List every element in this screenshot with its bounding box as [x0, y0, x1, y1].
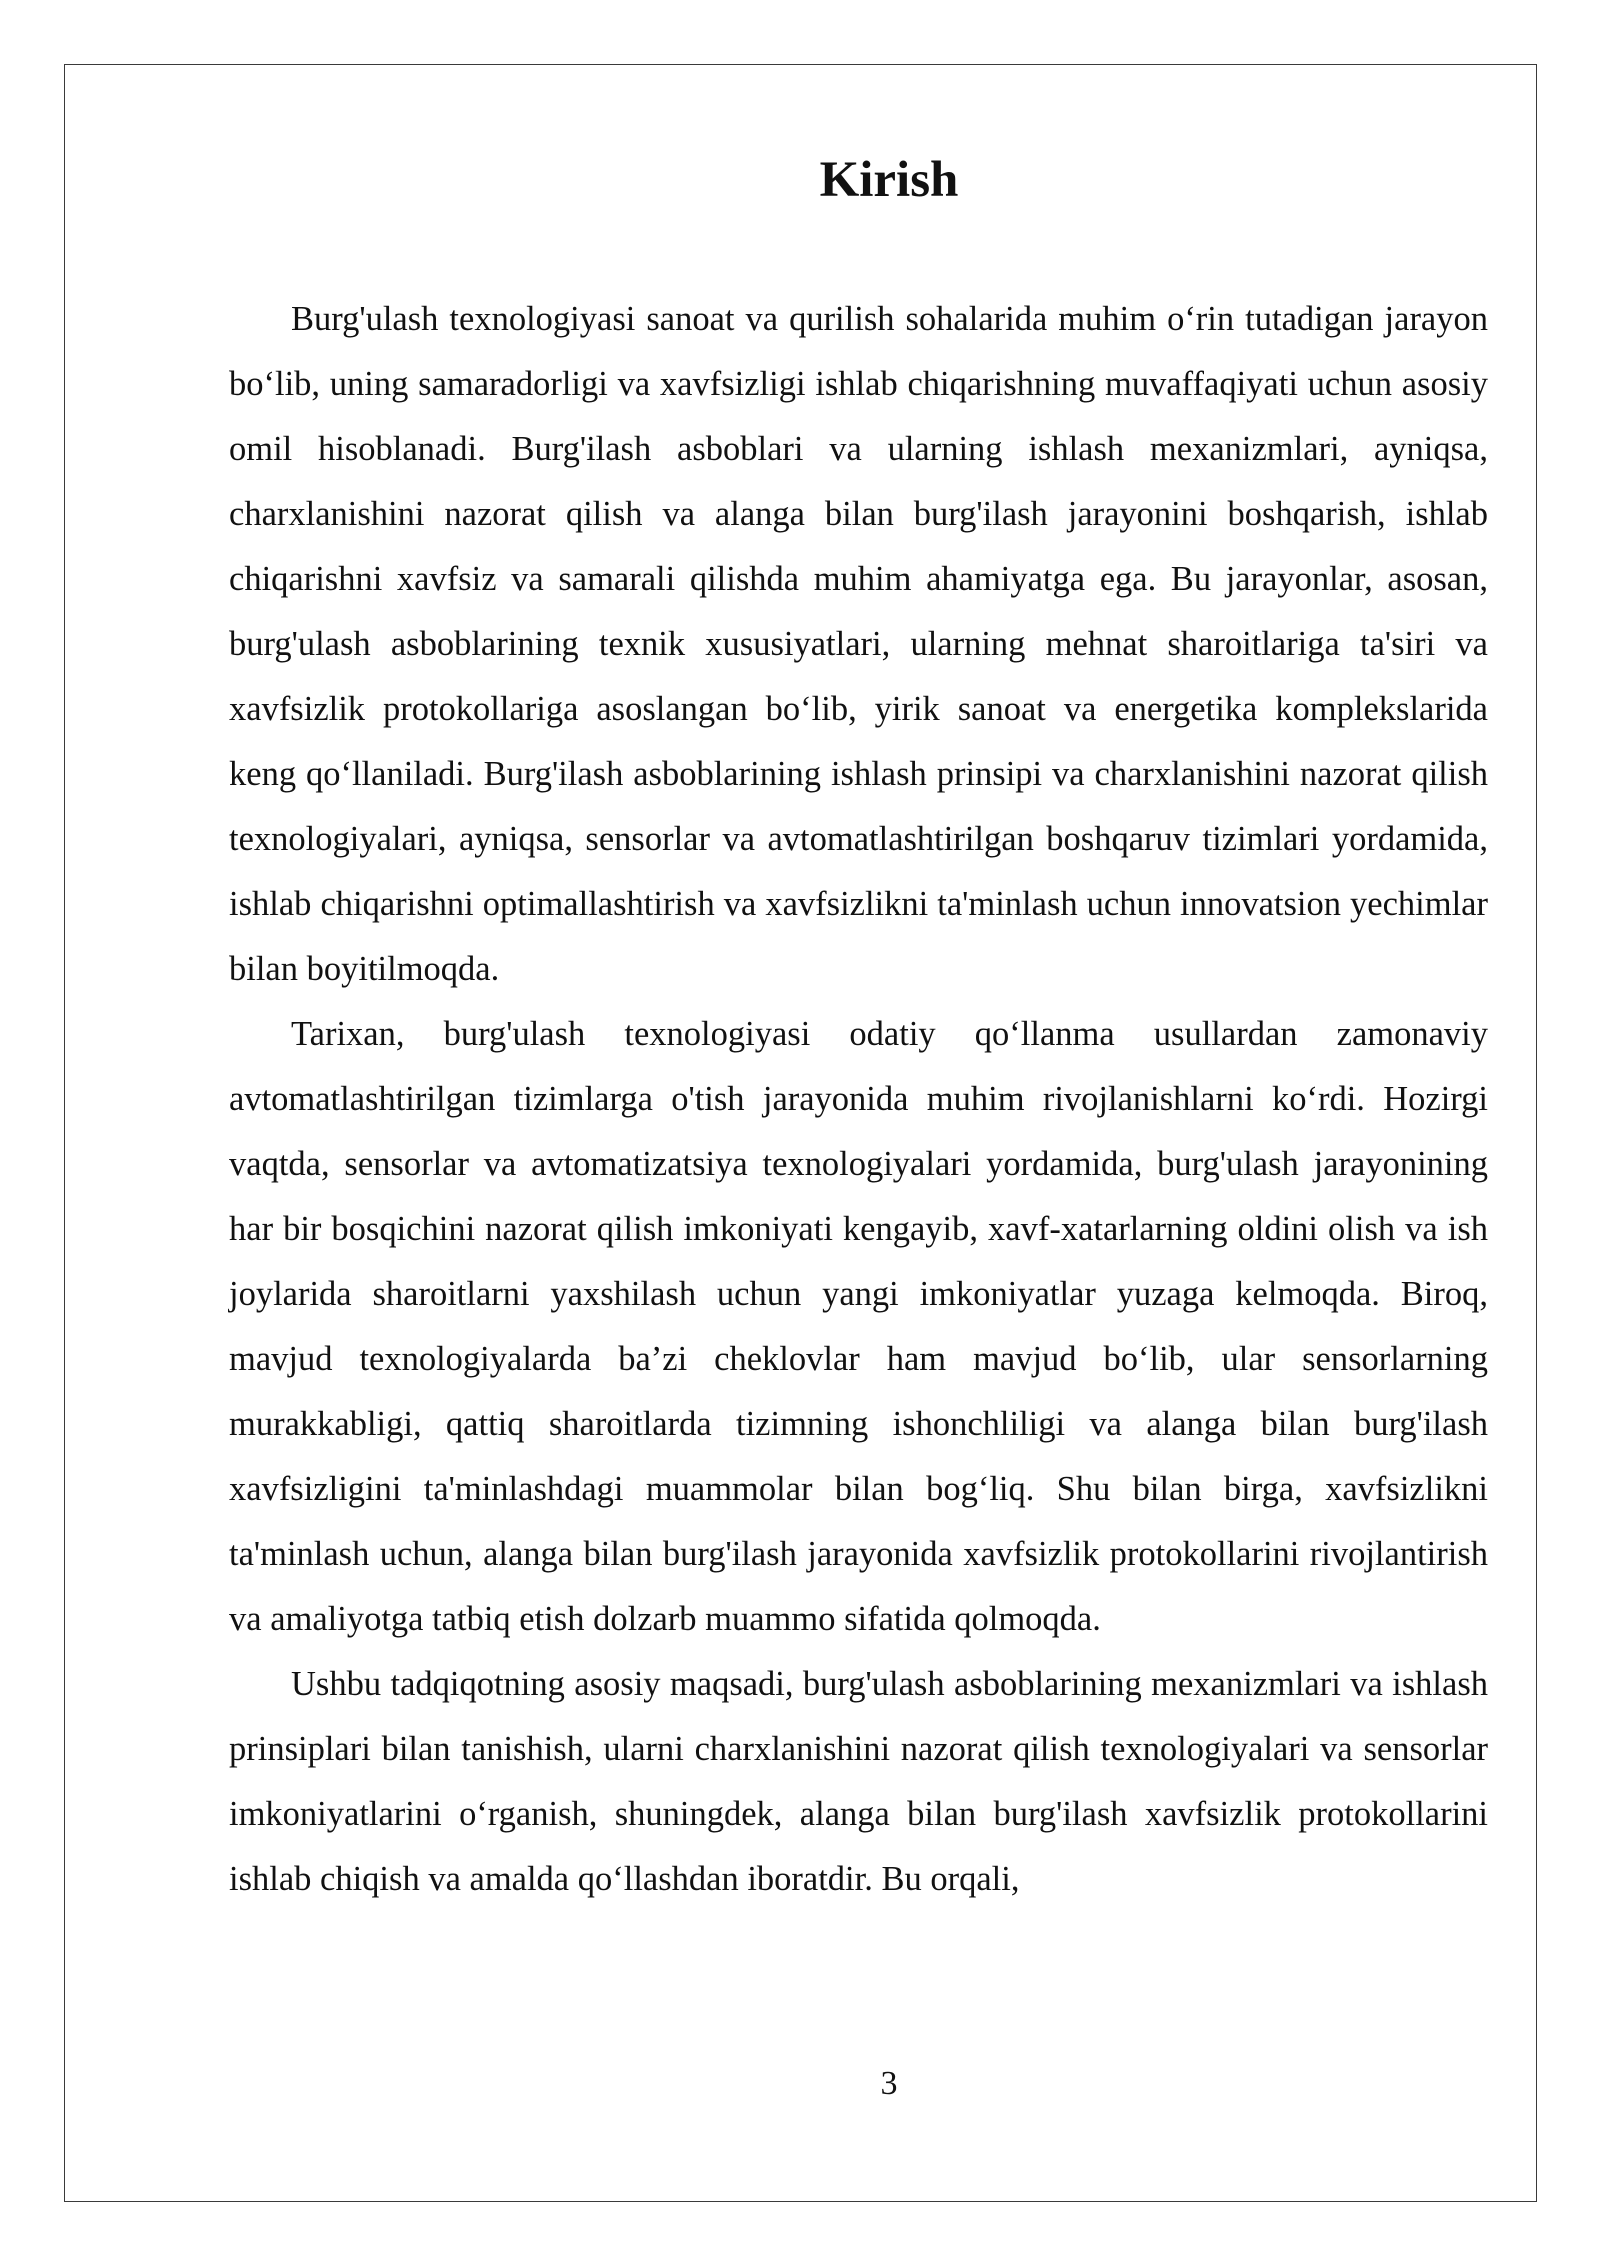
page-title: Kirish [819, 152, 959, 208]
paragraph: Burg'ulash texnologiyasi sanoat va qurilish sohalarida muhim o‘rin tutadigan jarayon bo‘lib, uning samaradorligi va xavfsizligi ishlab chiqarishning muvaffaqiyati uchun asosiy omil hisoblanadi. Burg'ilash asboblari va ularning ishlash mexanizmlari, ayniqsa, charxlanishini nazorat qilish va alanga bilan burg'ilash jarayonini boshqarish, ishlab chiqarishni xavfsiz va samarali qilishda muhim ahamiyatga ega. Bu jarayonlar, asosan, burg'ulash asboblarining texnik xususiyatlari, ularning mehnat sharoitlariga ta'siri va xavfsizlik protokollariga asoslangan bo‘lib, yirik sanoat va energetika komplekslarida keng qo‘llaniladi. Burg'ilash asboblarining ishlash prinsipi va charxlanishini nazorat qilish texnologiyalari, ayniqsa, sensorlar va avtomatlashtirilgan boshqaruv tizimlari yordamida, ishlab chiqarishni optimallashtirish va xavfsizlikni ta'minlash uchun innovatsion yechimlar bilan boyitilmoqda. [229, 300, 1488, 988]
paragraph: Ushbu tadqiqotning asosiy maqsadi, burg'ulash asboblarining mexanizmlari va ishlash prinsiplari bilan tanishish, ularni charxlanishini nazorat qilish texnologiyalari va sensorlar imkoniyatlarini o‘rganish, shuningdek, alanga bilan burg'ilash xavfsizlik protokollarini ishlab chiqish va amalda qo‘llashdan iboratdir. Bu orqali, [229, 1665, 1488, 1898]
page-number: 3 [880, 2065, 898, 2102]
document-body [229, 287, 1488, 1912]
paragraph: Tarixan, burg'ulash texnologiyasi odatiy qo‘llanma usullardan zamonaviy avtomatlashtirilgan tizimlarga o'tish jarayonida muhim rivojlanishlarni ko‘rdi. Hozirgi vaqtda, sensorlar va avtomatizatsiya texnologiyalari yordamida, burg'ulash jarayonining har bir bosqichini nazorat qilish imkoniyati kengayib, xavf-xatarlarning oldini olish va ish joylarida sharoitlarni yaxshilash uchun yangi imkoniyatlar yuzaga kelmoqda. Biroq, mavjud texnologiyalarda ba’zi cheklovlar ham mavjud bo‘lib, ular sensorlarning murakkabligi, qattiq sharoitlarda tizimning ishonchliligi va alanga bilan burg'ilash xavfsizligini ta'minlashdagi muammolar bilan bog‘liq. Shu bilan birga, xavfsizlikni ta'minlash uchun, alanga bilan burg'ilash jarayonida xavfsizlik protokollarini rivojlantirish va amaliyotga tatbiq etish dolzarb muammo sifatida qolmoqda. [229, 1015, 1488, 1638]
